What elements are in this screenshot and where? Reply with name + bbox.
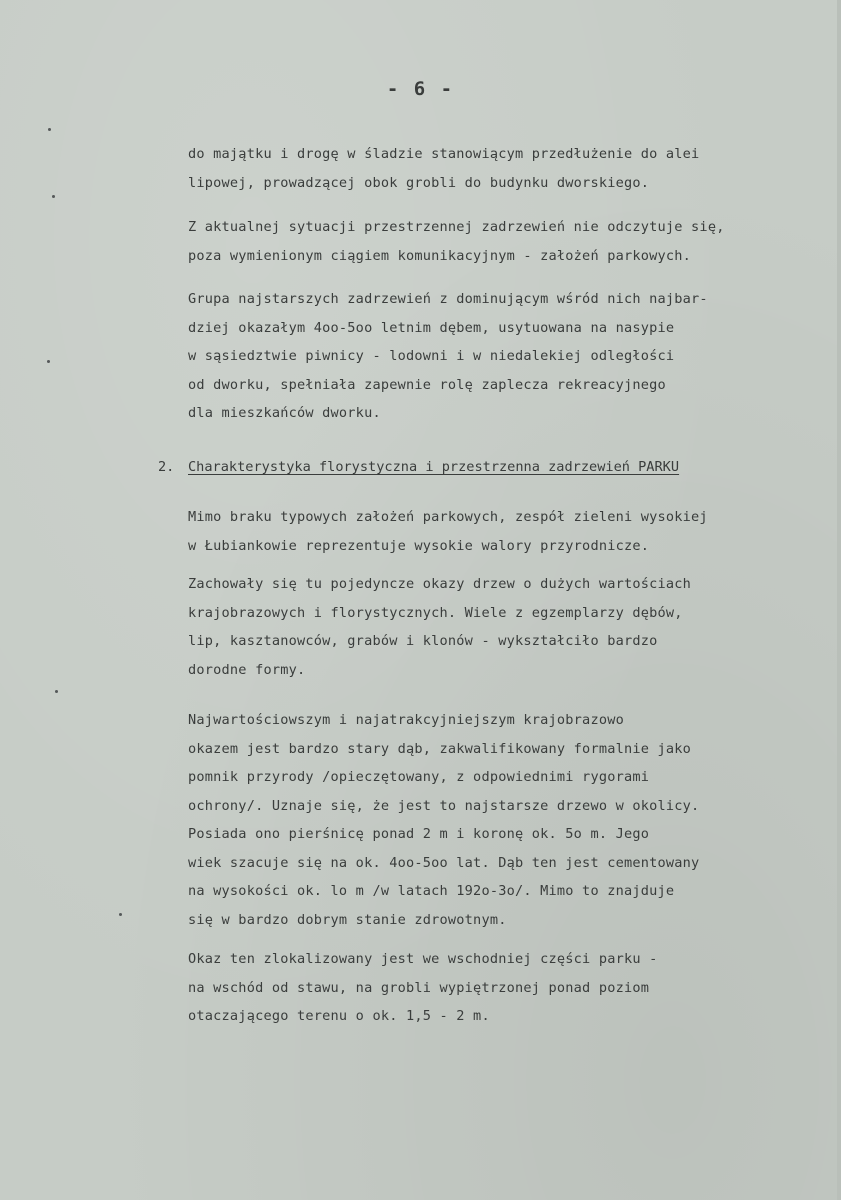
text-line: Mimo braku typowych założeń parkowych, zespół zieleni wysokiej	[188, 509, 708, 525]
text-line: lipowej, prowadzącej obok grobli do budynku dworskiego.	[188, 174, 650, 191]
text-line: wiek szacuje się na ok. 4oo-5oo lat. Dąb ten jest cementowany	[188, 854, 700, 871]
section-number: 2.	[158, 459, 175, 475]
text-line: dziej okazałym 4oo-5oo letnim dębem, usytuowana na nasypie	[188, 319, 675, 336]
text-line: Zachowały się tu pojedyncze okazy drzew o dużych wartościach	[188, 576, 692, 592]
paragraph-5	[188, 570, 834, 684]
text-line: krajobrazowych i florystycznych. Wiele z egzemplarzy dębów,	[188, 604, 683, 621]
paragraph-1	[188, 140, 834, 197]
text-line: okazem jest bardzo stary dąb, zakwalifikowany formalnie jako	[188, 740, 692, 757]
text-line: w Łubiankowie reprezentuje wysokie walory przyrodnicze.	[188, 537, 650, 554]
paragraph-4	[188, 503, 834, 560]
section-heading	[158, 453, 679, 481]
scan-speck	[47, 360, 50, 363]
paragraph-2	[188, 213, 834, 270]
paragraph-6	[188, 706, 834, 934]
text-line: Okaz ten zlokalizowany jest we wschodniej części parku -	[188, 951, 658, 967]
text-line: lip, kasztanowców, grabów i klonów - wykształciło bardzo	[188, 633, 658, 649]
paragraph-3	[188, 285, 834, 428]
text-line: ochrony/. Uznaje się, że jest to najstarsze drzewo w okolicy.	[188, 797, 700, 814]
text-line: poza wymienionym ciągiem komunikacyjnym - założeń parkowych.	[188, 247, 692, 264]
scan-speck	[52, 195, 55, 198]
text-line: do majątku i drogę w śladzie stanowiącym przedłużenie do alei	[188, 146, 700, 162]
text-line: Najwartościowszym i najatrakcyjniejszym krajobrazowo	[188, 712, 624, 728]
page-number: - 6 -	[386, 78, 455, 100]
paragraph-7	[188, 945, 834, 1031]
text-line: Grupa najstarszych zadrzewień z dominującym wśród nich najbar-	[188, 291, 708, 307]
text-line: Posiada ono pierśnicę ponad 2 m i koronę ok. 5o m. Jego	[188, 826, 650, 842]
text-line: się w bardzo dobrym stanie zdrowotnym.	[188, 911, 507, 928]
text-line: Z aktualnej sytuacji przestrzennej zadrzewień nie odczytuje się,	[188, 219, 725, 235]
text-line: otaczającego terenu o ok. 1,5 - 2 m.	[188, 1008, 490, 1024]
text-line: w sąsiedztwie piwnicy - lodowni i w niedalekiej odległości	[188, 348, 675, 364]
text-line: pomnik przyrody /opieczętowany, z odpowiednimi rygorami	[188, 769, 650, 785]
scan-speck	[55, 690, 58, 693]
scan-speck	[48, 128, 51, 131]
page-edge	[837, 0, 841, 1200]
text-line: dorodne formy.	[188, 661, 306, 678]
text-line: od dworku, spełniała zapewnie rolę zaplecza rekreacyjnego	[188, 376, 666, 393]
scan-speck	[119, 913, 122, 916]
section-title: Charakterystyka florystyczna i przestrzenna zadrzewień PARKU	[188, 459, 680, 475]
text-line: na wschód od stawu, na grobli wypiętrzonej ponad poziom	[188, 979, 650, 996]
text-line: dla mieszkańców dworku.	[188, 405, 381, 421]
text-line: na wysokości ok. lo m /w latach 192o-3o/. Mimo to znajduje	[188, 883, 675, 899]
